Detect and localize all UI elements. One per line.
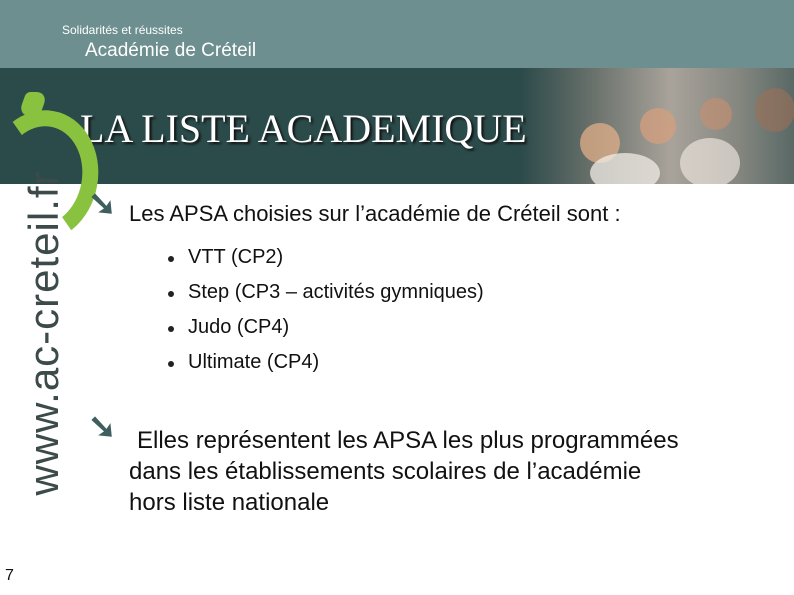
bullet-dot-icon (168, 361, 174, 367)
header-tagline: Solidarités et réussites (62, 23, 183, 37)
list-item-label: Judo (CP4) (188, 316, 290, 338)
intro-text: Les APSA choisies sur l’académie de Créteil sont : (129, 201, 621, 226)
conclusion-line-3: hors liste nationale (129, 489, 330, 516)
list-item-label: VTT (CP2) (188, 246, 284, 268)
photo-blob (680, 138, 740, 184)
bullet-dot-icon (168, 291, 174, 297)
list-item-label: Ultimate (CP4) (188, 351, 320, 373)
bullet-dot-icon (168, 326, 174, 332)
photo-blob (700, 98, 732, 130)
banner-photo (520, 68, 794, 184)
photo-blob (755, 88, 794, 132)
bullet-dot-icon (168, 256, 174, 262)
photo-blob (590, 153, 660, 184)
header-academy: Académie de Créteil (85, 40, 257, 61)
header-bar (0, 0, 794, 68)
page-number: 7 (5, 567, 14, 584)
conclusion-text (129, 425, 789, 518)
list-item-label: Step (CP3 – activités gymniques) (188, 281, 484, 303)
photo-blob (640, 108, 676, 144)
vertical-url: www.ac-creteil.fr (20, 170, 67, 496)
slide-title: LA LISTE ACADEMIQUE (80, 106, 527, 151)
arrow-down-right-icon: ➘ (88, 408, 117, 446)
conclusion-line-2: dans les établissements scolaires de l’académie (129, 458, 642, 485)
conclusion-line-1: Elles représentent les APSA les plus programmées (137, 427, 679, 454)
arrow-down-right-icon: ➘ (88, 185, 117, 223)
